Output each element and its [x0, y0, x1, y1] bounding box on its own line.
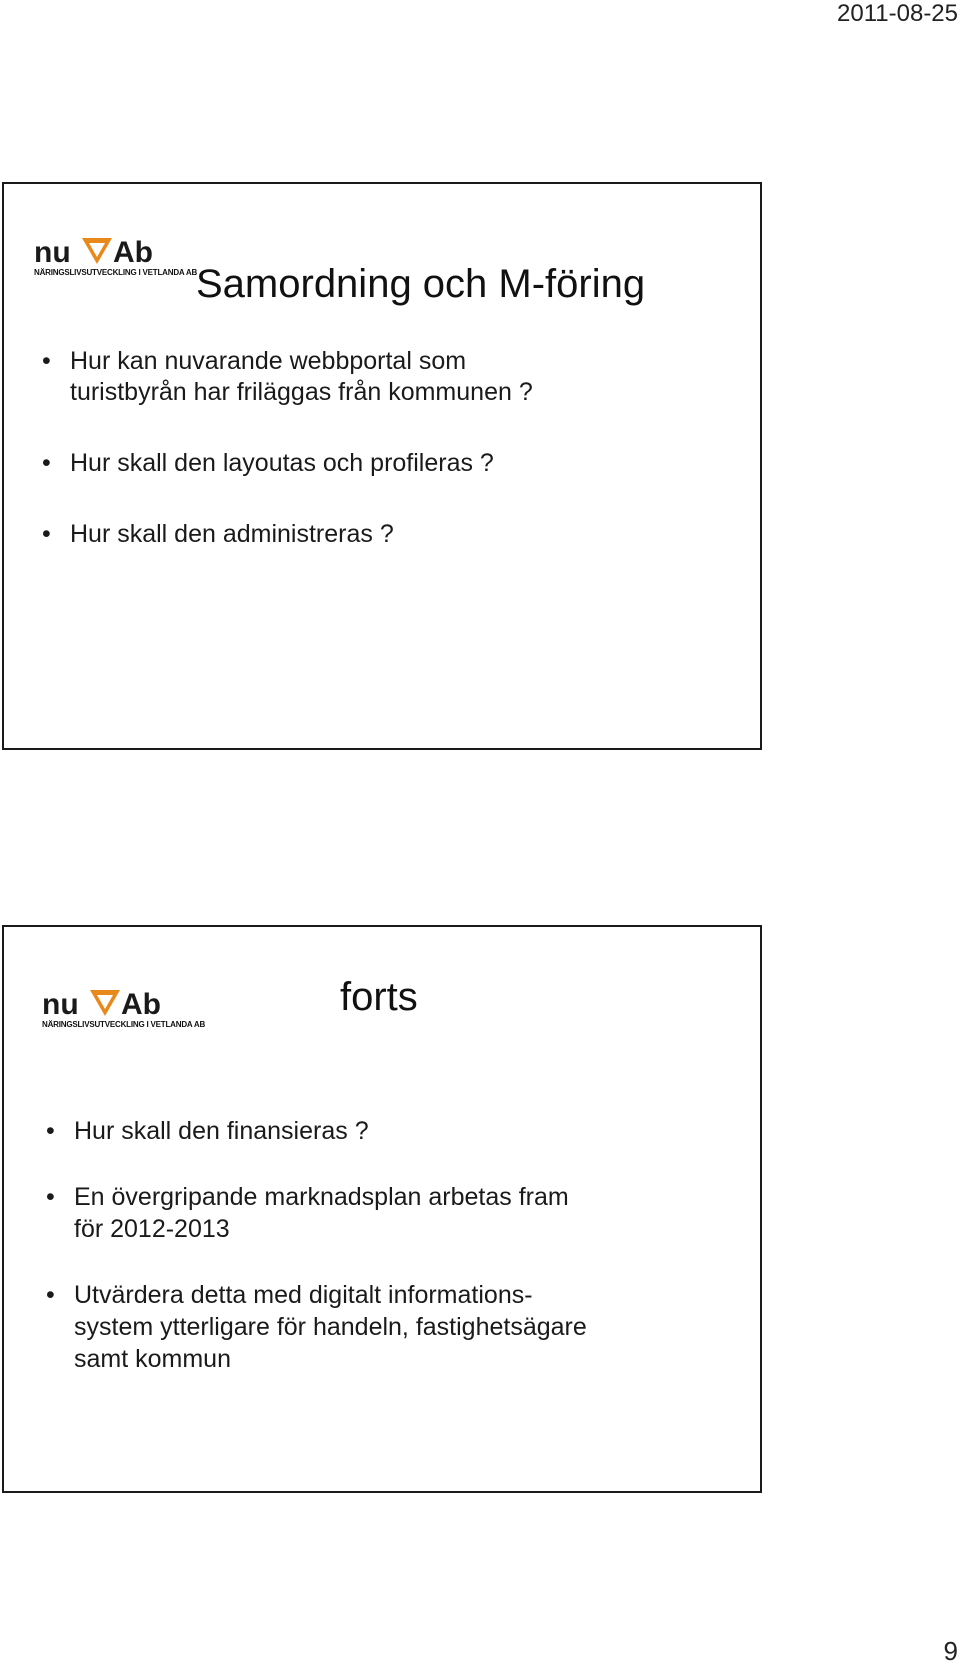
svg-text:nu: nu [42, 988, 79, 1018]
bullet-item [42, 346, 533, 408]
logo-tagline: NÄRINGSLIVSUTVECKLING I VETLANDA AB [42, 1020, 206, 1029]
bullet-icon: • [42, 449, 51, 477]
bullet-icon: • [46, 1281, 55, 1309]
nuvab-logo-icon [40, 984, 190, 1018]
bullet-text: Hur skall den layoutas och profileras ? [70, 449, 494, 477]
bullet-icon: • [46, 1117, 55, 1145]
nuvab-logo [32, 232, 198, 280]
svg-text:nu: nu [34, 236, 71, 266]
bullet-icon: • [46, 1183, 55, 1211]
slide-title: Samordning och M-föring [196, 262, 646, 306]
bullet-item [42, 448, 533, 479]
slide-1 [2, 182, 762, 750]
logo-tagline: NÄRINGSLIVSUTVECKLING I VETLANDA AB [34, 268, 198, 277]
bullet-item [46, 1181, 587, 1245]
svg-text:Ab: Ab [113, 236, 153, 266]
bullet-item [42, 519, 533, 550]
bullet-list [42, 346, 533, 590]
slide-2 [2, 925, 762, 1493]
bullet-text: Hur kan nuvarande webbportal som turistbyrån har friläggas från kommunen ? [70, 347, 533, 406]
bullet-text: Utvärdera detta med digitalt informations- system ytterligare för handeln, fastighetsägare samt kommun [74, 1281, 587, 1373]
bullet-list [46, 1115, 587, 1409]
bullet-item [46, 1279, 587, 1375]
bullet-text: En övergripande marknadsplan arbetas fram för 2012-2013 [74, 1183, 569, 1243]
bullet-icon: • [42, 520, 51, 548]
bullet-text: Hur skall den finansieras ? [74, 1117, 369, 1145]
bullet-item [46, 1115, 587, 1147]
bullet-text: Hur skall den administreras ? [70, 520, 394, 548]
slide-title: forts [340, 975, 418, 1019]
document-date: 2011-08-25 [837, 0, 958, 27]
svg-text:Ab: Ab [121, 988, 161, 1018]
nuvab-logo [40, 984, 206, 1032]
nuvab-logo-icon [32, 232, 182, 266]
page-number: 9 [943, 1636, 958, 1666]
bullet-icon: • [42, 347, 51, 375]
